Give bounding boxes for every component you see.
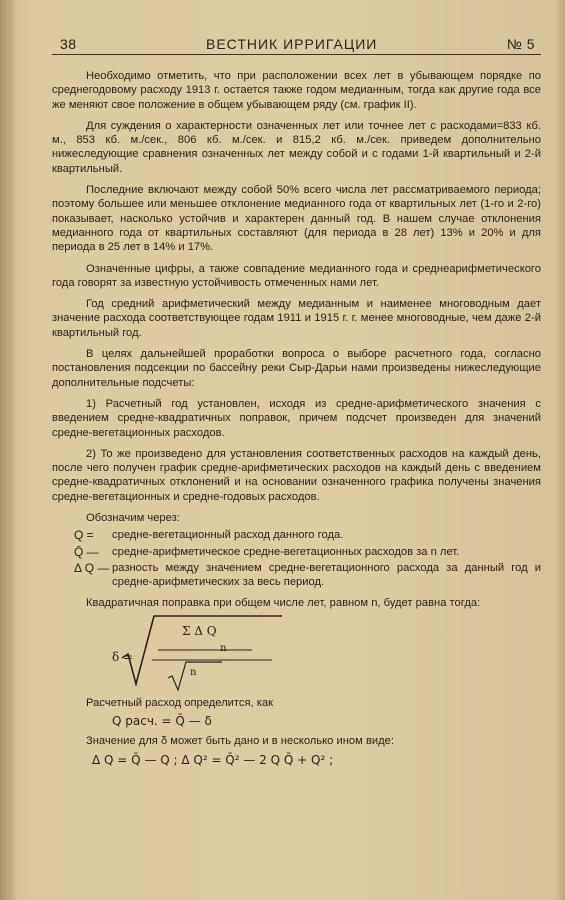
- book-spine-shadow: [0, 0, 14, 900]
- paragraph: Расчетный расход определится, как: [86, 696, 274, 709]
- running-header: [52, 36, 541, 55]
- inner-denominator: n: [220, 642, 227, 654]
- journal-title: ВЕСТНИК ИРРИГАЦИИ: [206, 36, 378, 52]
- page-number: 38: [60, 36, 77, 52]
- numerator: Σ Δ Q: [182, 623, 217, 638]
- paragraph: Необходимо отметить, что при расположении всех лет в убывающем порядке по среднегодовому расходу 1913 г. остается также годом медианным, тогда как другие года все же меняют свое положение в общем убывающем ряду (см. график II).: [52, 70, 541, 111]
- definition-symbol: Δ Q —: [74, 560, 110, 575]
- delta-q-formulas: Δ Q = Q̄ — Q ; Δ Q² = Q̄² — 2 Q Q̄ + Q² ;: [92, 752, 334, 767]
- quadratic-correction-formula: [52, 612, 541, 692]
- design-flow-formula: Q расч. = Q̄ — δ: [112, 714, 212, 729]
- definition-item: [52, 528, 541, 542]
- paragraph: Значение для δ может быть дано и в несколько ином виде:: [86, 735, 395, 748]
- definition-text: средне-арифметическое средне-вегетационных расходов за n лет.: [112, 545, 460, 558]
- paragraph: Для суждения о характерности означенных лет или точнее лет с расходами=833 кб. м., 853 кб. м./сек., 806 кб. м./сек. и 815,2 кб. м./сек. приведем дополнительно нижеследующие сравнения означенных лет между собой и с годами 1-й квартильный и 2-й квартильный.: [52, 119, 541, 175]
- delta-lhs: δ =: [112, 649, 134, 664]
- paragraph: Год средний арифметический между медианным и наименее многоводным дает значение расхода соответствующее годам 1911 и 1915 г. г. менее многоводные, чем даже 2-й квартильный год.: [52, 298, 541, 339]
- definition-item: [52, 545, 541, 559]
- paragraph: Обозначим через:: [86, 512, 180, 525]
- paragraph: 2) То же произведено для установления соответственных расходов на каждый день, после чего получен график средне-арифметических расходов на каждый день с введением средне-квадратичных отклонений и на основании означенного графика получены значения средне-вегетационных и средне-годовых расходов.: [52, 447, 541, 503]
- paragraph: Квадратичная поправка при общем числе лет, равном n, будет равна тогда:: [86, 596, 481, 609]
- paragraph: Означенные цифры, а также совпадение медианного года и среднеарифметического года говорят за известную устойчивость отмеченных нами лет.: [52, 262, 541, 289]
- definition-text: разность между значением средне-вегетационного расхода за данный год и средне-арифметических за весь период.: [112, 561, 541, 589]
- issue-number: № 5: [506, 36, 535, 52]
- article-body: [52, 69, 541, 767]
- paragraph: 1) Расчетный год установлен, исходя из средне-арифметического значения с введением средне-квадратичных поправок, причем подсчет произведен для значений средне-вегетационных расходов.: [52, 397, 541, 439]
- outer-denominator: n: [190, 666, 197, 678]
- definition-text: средне-вегетационный расход данного года.: [112, 529, 344, 542]
- paragraph: Последние включают между собой 50% всего числа лет рассматриваемого периода; поэтому большее или меньшее отклонение медианного года от квартильных лет (1-го и 2-го) показывает, насколько устойчив и характерен данный год. В нашем случае отклонения медианного года от квартильных составляют (для периода в 28 лет) 13% и 20% и для периода в 25 лет в 14% и 17%.: [52, 184, 541, 254]
- paragraph: В целях дальнейшей проработки вопроса о выборе расчетного года, согласно постановления подсекции по бассейну реки Сыр-Дарьи нами произведены нижеследующие дополнительные подсчеты:: [52, 348, 541, 389]
- page-edge-shadow: [555, 0, 565, 900]
- definition-item: [52, 561, 541, 590]
- definition-symbol: Q =: [74, 528, 94, 543]
- definition-symbol: Q̄ —: [74, 544, 99, 559]
